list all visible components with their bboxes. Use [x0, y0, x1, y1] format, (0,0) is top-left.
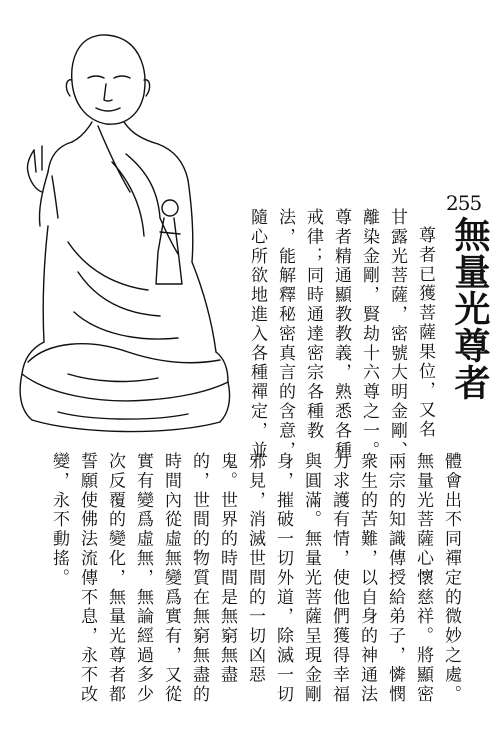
text-column: 衆生的苦難，以自身的神通法 — [357, 452, 377, 705]
text-column: 鬼。世界的時間是無窮無盡 — [217, 452, 237, 685]
text-column: 甘露光菩薩，密號大明金剛、 — [387, 208, 407, 461]
text-column: 無量光菩薩心懷慈祥。將顯密 — [413, 452, 433, 705]
arhat-illustration — [8, 22, 240, 442]
text-column: 誓願使佛法流傳不息，永不改 — [77, 452, 97, 705]
text-column: 身，摧破一切外道，除滅一切 — [273, 452, 293, 705]
entry-number: 255 — [446, 191, 482, 215]
text-column: 體會出不同禪定的微妙之處。 — [441, 452, 461, 705]
text-column: 次反覆的變化，無量光尊者都 — [105, 452, 125, 705]
text-column: 力求護有情，使他們獲得幸福 — [329, 452, 349, 705]
text-column: 兩宗的知識傳授給弟子，憐憫 — [385, 452, 405, 705]
text-column: 邪見，消滅世間的一切凶惡 — [245, 452, 265, 685]
text-column: 隨心所欲地進入各種禪定，並 — [247, 208, 267, 461]
text-column: 時間內從虛無變爲實有，又從 — [161, 452, 181, 705]
text-column: 尊者已獲菩薩果位，又名 — [415, 226, 435, 440]
text-column: 變，永不動搖。 — [49, 452, 69, 588]
text-column: 離染金剛，賢劫十六尊之一。 — [359, 208, 379, 461]
text-column: 法，能解釋秘密真言的含意， — [275, 208, 295, 461]
text-column: 實有變爲虛無，無論經過多少 — [133, 452, 153, 705]
entry-title: 無量光尊者 — [449, 216, 491, 401]
text-column: 尊者精通顯教教義，熟悉各種 — [331, 208, 351, 461]
text-column: 的，世間的物質在無窮無盡的 — [189, 452, 209, 705]
text-column: 與圓滿。無量光菩薩呈現金剛 — [301, 452, 321, 705]
text-column: 戒律；同時通達密宗各種教 — [303, 208, 323, 441]
